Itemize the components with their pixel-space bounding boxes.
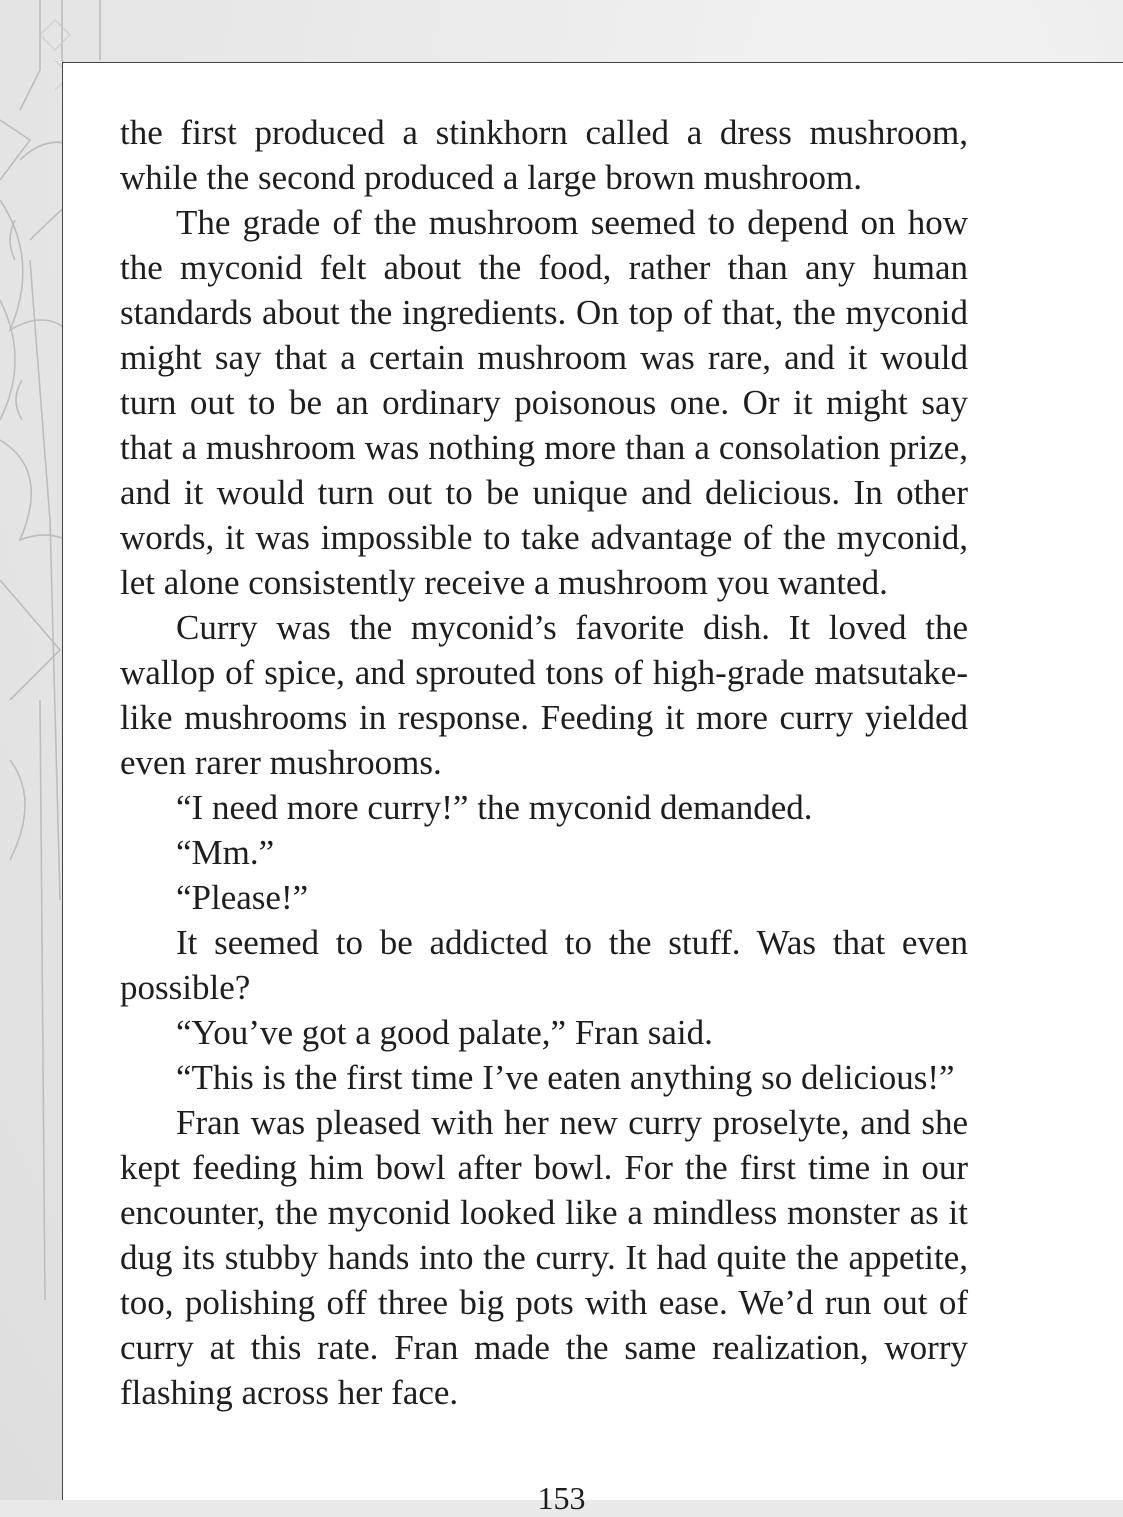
paragraph: Curry was the myconid’s favorite dish. It loved the wallop of spice, and sprouted tons of high-grade matsutake-like mushrooms in response. Feeding it more curry yielded even rarer mushrooms. bbox=[120, 608, 968, 782]
body-text bbox=[120, 110, 968, 1415]
page-number: 153 bbox=[537, 1480, 586, 1516]
dialogue-line: “Mm.” bbox=[176, 833, 275, 872]
paragraph: the first produced a stinkhorn called a dress mushroom, while the second produced a large brown mushroom. bbox=[120, 113, 968, 197]
paragraph: It seemed to be addicted to the stuff. Was that even possible? bbox=[120, 923, 968, 1007]
dialogue-line: “I need more curry!” the myconid demanded. bbox=[176, 788, 813, 827]
dialogue-line: “You’ve got a good palate,” Fran said. bbox=[176, 1013, 713, 1052]
paragraph: Fran was pleased with her new curry proselyte, and she kept feeding him bowl after bowl. For the first time in our encounter, the myconid looked like a mindless monster as it dug its stubby hands into the curry. It had quite the appetite, too, polishing off three big pots with ease. We’d run out of curry at this rate. Fran made the same realization, worry flashing across her face. bbox=[120, 1103, 968, 1412]
dialogue-line: “Please!” bbox=[176, 878, 309, 917]
paragraph: The grade of the mushroom seemed to depend on how the myconid felt about the food, rather than any human standards about the ingredients. On top of that, the myconid might say that a certain mushroom was rare, and it would turn out to be an ordinary poisonous one. Or it might say that a mushroom was nothing more than a consolation prize, and it would turn out to be unique and delicious. In other words, it was impossible to take advantage of the myconid, let alone consistently receive a mushroom you wanted. bbox=[120, 203, 968, 602]
dialogue-line: “This is the first time I’ve eaten anything so delicious!” bbox=[176, 1058, 955, 1097]
